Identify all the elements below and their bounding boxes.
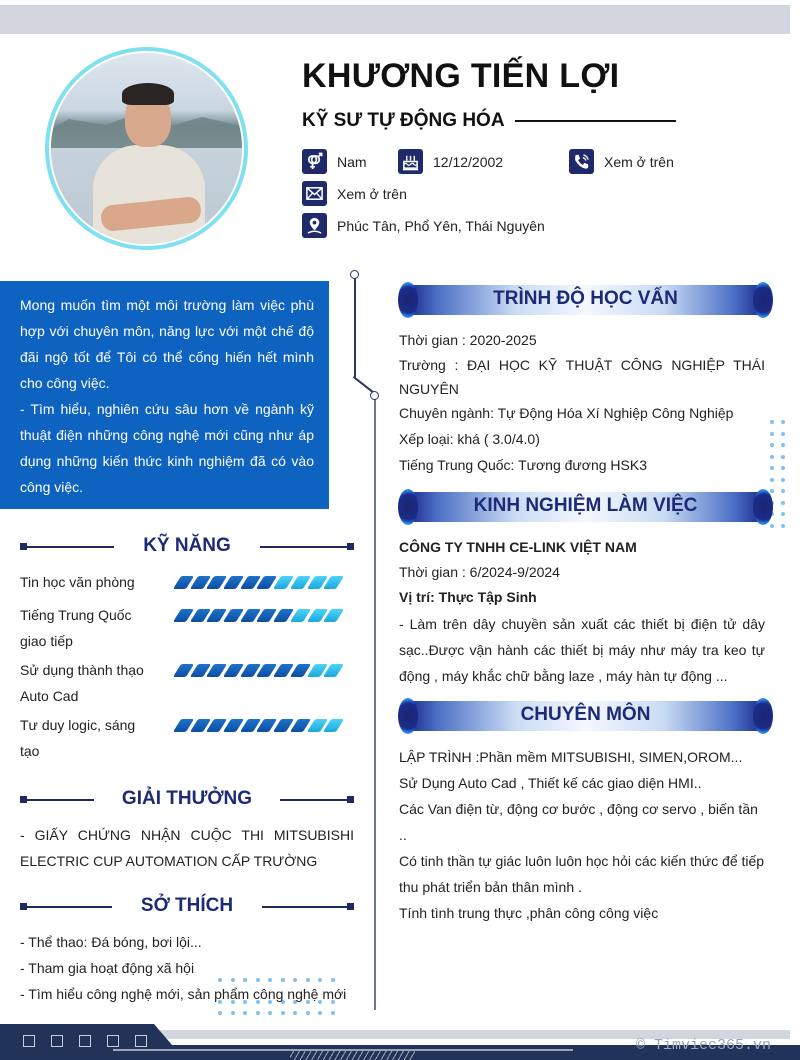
section-title: SỞ THÍCH — [140, 895, 234, 916]
experience-period: Thời gian : 6/2024-9/2024 — [399, 564, 560, 580]
timeline-node — [370, 391, 379, 400]
timeline-line — [354, 277, 356, 377]
phone-value: Xem ở trên — [604, 153, 674, 170]
education-school: Trường : ĐẠI HỌC KỸ THUẬT CÔNG NGHIỆP THÁI NGUYÊN — [399, 357, 765, 397]
objective-text: - Tìm hiểu, nghiên cứu sâu hơn về ngành kỹ thuật điện những công nghệ mới cũng như áp dụng những kiến thức kinh nghiệm đã có vào công việc. — [20, 401, 314, 495]
skill-level-bar — [177, 664, 344, 677]
skill-level-bar — [177, 609, 344, 622]
hobby-item: - Tìm hiểu công nghệ mới, sản phẩm công nghệ mới — [20, 986, 347, 1002]
footer-square — [135, 1035, 147, 1047]
section-header-education — [398, 282, 773, 318]
job-position: Vị trí: Thực Tập Sinh — [399, 589, 537, 605]
job-title: KỸ SƯ TỰ ĐỘNG HÓA — [302, 110, 505, 131]
expertise-item: LẬP TRÌNH :Phần mềm MITSUBISHI, SIMEN,OROM... — [399, 749, 743, 765]
footer-square — [51, 1035, 63, 1047]
gender-icon — [302, 149, 327, 174]
section-title: GIẢI THƯỞNG — [121, 788, 253, 809]
company-name: CÔNG TY TNHH CE-LINK VIỆT NAM — [399, 539, 637, 555]
expertise-item: Tính tình trung thực ,phân công công việc — [399, 905, 659, 921]
footer-hatch — [290, 1050, 415, 1060]
top-banner — [0, 5, 790, 34]
footer-square — [107, 1035, 119, 1047]
birthday-cake-icon — [398, 149, 423, 174]
section-title: CHUYÊN MÔN — [520, 704, 651, 725]
info-phone — [569, 149, 674, 174]
address-value: Phúc Tân, Phổ Yên, Thái Nguyên — [337, 217, 545, 234]
skill-label: Tư duy logic, sáng tạo — [20, 717, 136, 759]
envelope-icon — [302, 181, 327, 206]
candidate-name: KHƯƠNG TIẾN LỢI — [302, 57, 620, 95]
objective-text: Mong muốn tìm một môi trường làm việc phù hợp với chuyên môn, năng lực với một chế độ đãi ngộ tốt để Tôi có thể cống hiến hết mình cho công việc. — [20, 297, 314, 391]
info-email — [302, 181, 407, 206]
footer-square — [79, 1035, 91, 1047]
info-gender — [302, 149, 367, 174]
hobby-item: - Tham gia hoạt động xã hội — [20, 960, 195, 976]
skill-label: Tiếng Trung Quốc giao tiếp — [20, 607, 132, 649]
section-title: KINH NGHIỆM LÀM VIỆC — [473, 495, 698, 516]
info-address — [302, 213, 545, 238]
education-language: Tiếng Trung Quốc: Tương đương HSK3 — [399, 457, 648, 473]
skill-label: Sử dụng thành thạo Auto Cad — [20, 662, 144, 704]
location-pin-icon — [302, 213, 327, 238]
skill-item — [20, 569, 350, 595]
title-divider — [515, 120, 676, 122]
birthday-value: 12/12/2002 — [433, 153, 504, 170]
skill-level-bar — [177, 719, 344, 732]
education-period: Thời gian : 2020-2025 — [399, 332, 537, 348]
gender-value: Nam — [337, 153, 367, 170]
expertise-item: Có tinh thần tự giác luôn luôn học hỏi các kiến thức để tiếp thu phát triển bản thân mình . — [399, 853, 765, 895]
hobbies-list — [20, 929, 346, 1007]
section-header-awards — [20, 788, 354, 812]
expertise-item: Các Van điện từ, động cơ bước , động cơ servo , biến tần .. — [399, 801, 758, 843]
experience-details — [399, 535, 765, 689]
section-title: TRÌNH ĐỘ HỌC VẤN — [493, 288, 678, 309]
email-value: Xem ở trên — [337, 185, 407, 202]
career-objective — [0, 281, 329, 509]
section-title: KỸ NĂNG — [143, 535, 231, 556]
skill-level-bar — [177, 576, 344, 589]
footer-brand[interactable]: © Timviec365.vn — [636, 1037, 772, 1054]
skill-label: Tin học văn phòng — [20, 574, 135, 590]
skill-item — [20, 712, 350, 764]
avatar-photo — [49, 51, 244, 246]
education-grade: Xếp loại: khá ( 3.0/4.0) — [399, 431, 540, 447]
info-birthday — [398, 149, 503, 174]
section-header-expertise — [398, 698, 773, 734]
timeline-line — [374, 398, 376, 1010]
education-details — [399, 328, 765, 478]
hobby-item: - Thể thao: Đá bóng, bơi lội... — [20, 934, 202, 950]
avatar — [45, 47, 248, 250]
section-header-experience — [398, 489, 773, 525]
footer-square — [23, 1035, 35, 1047]
expertise-details — [399, 744, 765, 926]
section-header-hobbies — [20, 895, 354, 919]
award-text: - GIẤY CHỨNG NHẬN CUỘC THI MITSUBISHI ELECTRIC CUP AUTOMATION CẤP TRƯỜNG — [20, 827, 354, 869]
experience-description: - Làm trên dây chuyền sản xuất các thiết bị điện tử dây sạc..Được vận hành các thiết bị máy như máy tra keo tự động , máy khắc chữ bằng laze , máy hàn tự động ... — [399, 616, 765, 684]
timeline-node — [350, 270, 359, 279]
education-major: Chuyên ngành: Tự Động Hóa Xí Nghiệp Công Nghiệp — [399, 405, 734, 421]
phone-icon — [569, 149, 594, 174]
section-header-skills — [20, 535, 354, 559]
skill-item — [20, 602, 350, 654]
skill-item — [20, 657, 350, 709]
expertise-item: Sử Dụng Auto Cad , Thiết kế các giao diện HMI.. — [399, 775, 702, 791]
